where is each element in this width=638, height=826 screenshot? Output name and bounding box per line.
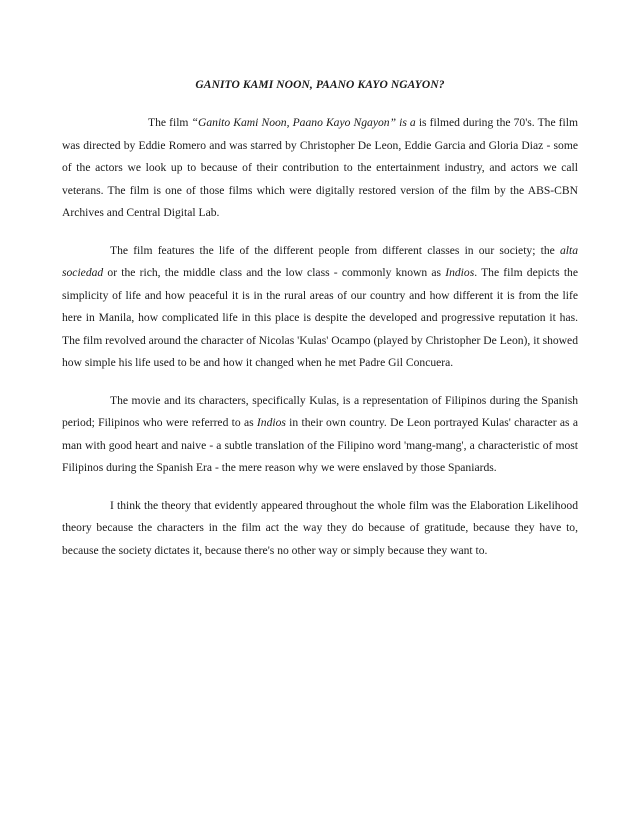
paragraph-1	[62, 112, 578, 225]
paragraph-3-text-c: in their own country. De Leon portrayed Kulas' character as a man with good heart and naive - a subtle translation of the Filipino word 'mang-mang', a characteristic of most Filipinos during the Spanish Era - the mere reason why we were enslaved by those Spaniards.	[62, 416, 578, 474]
indios-italic-2: Indios	[256, 416, 286, 429]
paragraph-2-text-c: or the rich, the middle class and the low class - commonly known as	[103, 266, 446, 279]
paragraph-2	[62, 240, 578, 375]
film-title-italic: “Ganito Kami Noon, Paano Kayo Ngayon” is a	[191, 116, 416, 129]
paragraph-2-text-a: The film features the life of the different people from different classes in our society; the	[110, 243, 560, 257]
paragraph-4: I think the theory that evidently appeared throughout the whole film was the Elaboration Likelihood theory because the characters in the film act the way they do because of gratitude, because they have to, because the society dictates it, because there's no other way or simply because they want to.	[62, 498, 578, 557]
document-title: GANITO KAMI NOON, PAANO KAYO NGAYON?	[195, 79, 445, 91]
alta-sociedad-italic: alta sociedad	[62, 243, 578, 279]
indios-italic: Indios	[445, 266, 475, 279]
paragraph-3-text-a: The movie and its characters, specifically Kulas, is a representation of Filipinos during the Spanish period; Filipinos who were referred to as	[62, 393, 578, 429]
paragraph-2-text-e: . The film depicts the simplicity of life and how peaceful it is in the rural areas of our country and how different it is from the life here in Manila, how complicated life in this place is despite the developed and progressive reputation it has. The film revolved around the character of Nicolas 'Kulas' Ocampo (played by Christopher De Leon), it showed how simple his life used to be and how it changed when he met Padre Gil Concuera.	[62, 266, 578, 369]
paragraph-1-text-c: is filmed during the 70's. The film was directed by Eddie Romero and was starred by Christopher De Leon, Eddie Garcia and Gloria Diaz - some of the actors we look up to because of their contribution to the entertainment industry, and actors we call veterans. The film is one of those films which were digitally restored version of the film by the ABS-CBN Archives and Central Digital Lab.	[62, 116, 579, 219]
paragraph-3	[62, 390, 578, 480]
paragraph-1-text-a: The film	[148, 116, 192, 129]
